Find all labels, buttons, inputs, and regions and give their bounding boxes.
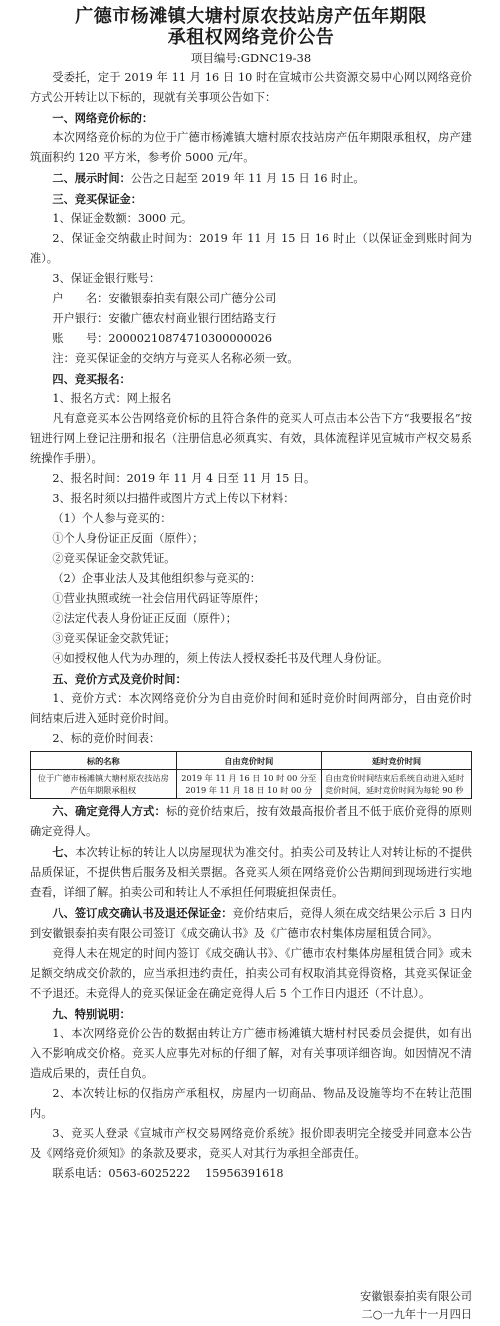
registration-method-body: 凡有意竞买本公告网络竞价标的且符合条件的竞买人可点击本公告下方“我要报名”按钮进行网上登记注册和报名（注册信息必须真实、有效，具体流程详见宣城市产权交易系统操作手册）。 (30, 412, 472, 465)
section-3-heading: 三、竞买保证金： (52, 192, 142, 206)
section-5-heading: 五、竞价方式及竞价时间： (52, 672, 187, 686)
intro-paragraph: 受委托，定于 2019 年 11 月 16 日 10 时在宣城市公共资源交易中心网以网络竞价方式公开转让以下标的，现就有关事项公告如下： (30, 71, 472, 104)
section-8-body-2: 竞得人未在规定的时间内签订《成交确认书》、《广德市农村集体房屋租赁合同》或未足额交纳成交价款的，应当承担违约责任，拍卖公司有权取消其竞得资格，其竞买保证金不予退还。未竞得人的竞买保证金在确定竞得人后 5 个工作日内退还（不计息）。 (30, 947, 472, 1000)
enterprise-item-4: ④如授权他人代为办理的，须上传法人授权委托书及代理人身份证。 (52, 652, 389, 665)
section-6 (30, 801, 472, 842)
section-8-heading: 八、签订成交确认书及退还保证金： (52, 906, 233, 920)
section-7-heading: 七、 (52, 845, 76, 859)
project-number: 项目编号:GDNC19-38 (190, 51, 312, 65)
deposit-deadline: 2、保证金交纳截止时间为：2019 年 11 月 15 日 16 时止（以保证金到账时间为准）。 (30, 232, 472, 265)
enterprise-heading: （2）企事业法人及其他组织参与竞买的： (52, 572, 261, 585)
table-row (31, 770, 472, 799)
title-line-1: 广德市杨滩镇大塘村原农技站房产伍年期限 (75, 6, 427, 27)
section-1-body: 本次网络竞价标的为位于广德市杨滩镇大塘村原农技站房产伍年期限承租权，房产建筑面积约 120 平方米，参考价 5000 元/年。 (30, 131, 472, 164)
section-9-heading: 九、特别说明： (52, 1007, 131, 1021)
section-7 (30, 842, 472, 903)
account-bank: 开户银行：安徽广德农村商业银行团结路支行 (52, 312, 277, 325)
section-7-body: 本次转让标的转让人以房屋现状为准交付。拍卖公司及转让人对转让标的不提供品质保证，不提供售后服务及相关票据。各竞买人须在网络竞价公告期间到现场进行实地查看，详细了解。拍卖公司和转让人不承担任何瑕疵担保责任。 (30, 846, 472, 899)
signature-company: 安徽银泰拍卖有限公司 (360, 1290, 472, 1303)
table-header: 标的名称 (31, 752, 177, 770)
table-cell-item: 位于广德市杨滩镇大塘村原农技站房产伍年期限承租权 (31, 770, 177, 799)
deposit-note: 注：竞买保证金的交纳方与竞买人名称必须一致。 (52, 352, 299, 365)
upload-materials: 3、报名时须以扫描件或图片方式上传以下材料： (52, 492, 295, 505)
table-header: 自由竞价时间 (176, 752, 322, 770)
table-header-row (31, 752, 472, 770)
enterprise-item-1: ①营业执照或统一社会信用代码证等原件； (52, 592, 265, 605)
enterprise-item-3: ③竞买保证金交款凭证； (52, 632, 176, 645)
special-note-1: 1、本次网络竞价公告的数据由转让方广德市杨滩镇大塘村村民委员会提供，如有出入不影响成交价格。竞买人应事先对标的仔细了解，对有关事项详细咨询。如因情况不清造成后果的，责任自负。 (30, 1027, 472, 1080)
deposit-amount: 1、保证金数额：3000 元。 (52, 212, 193, 225)
registration-method: 1、报名方式：网上报名 (52, 392, 172, 405)
section-4-heading: 四、竞买报名： (52, 372, 131, 386)
section-2 (30, 168, 472, 189)
section-8 (30, 903, 472, 944)
signature-date: 二○一九年十一月四日 (361, 1308, 472, 1321)
account-number: 账 号：20000210874710300000026 (52, 332, 273, 345)
table-cell-free-time: 2019 年 11 月 16 日 10 时 00 分至 2019 年 11 月 18 日 10 时 00 分 (176, 770, 322, 799)
enterprise-item-2: ②法定代表人身份证正反面（原件）； (52, 612, 237, 625)
individual-heading: （1）个人参与竞买的： (52, 512, 172, 525)
table-header: 延时竞价时间 (322, 752, 472, 770)
deposit-bank-title: 3、保证金银行账号： (52, 272, 161, 285)
section-2-body: 公告之日起至 2019 年 11 月 15 日 16 时止。 (130, 172, 365, 185)
section-6-heading: 六、确定竞得人方式： (52, 804, 166, 818)
registration-time: 2、报名时间：2019 年 11 月 4 日至 11 月 15 日。 (52, 472, 316, 485)
bidding-schedule-title: 2、标的竞价时间表： (52, 732, 161, 745)
section-1-heading: 一、网络竞价标的： (52, 111, 154, 125)
individual-item-1: ①个人身份证正反面（原件）； (52, 532, 204, 545)
section-2-heading: 二、展示时间： (52, 171, 131, 185)
table-cell-delay-time: 自由竞价时间结束后系统自动进入延时竞价时间，延时竞价时间为每轮 90 秒 (322, 770, 472, 799)
section-8-body: 竞价结束后，竞得人须在成交结果公示后 3 日内到安徽银泰拍卖有限公司签订《成交确认书》及《广德市农村集体房屋租赁合同》。 (30, 907, 472, 940)
contact-phone: 联系电话：0563-6025222 15956391618 (52, 1167, 284, 1180)
section-6-body: 标的竞价结束后，按有效最高报价者且不低于底价竞得的原则确定竞得人。 (30, 805, 472, 838)
special-note-2: 2、本次转让标的仅指房产承租权，房屋内一切商品、物品及设施等均不在转让范围内。 (30, 1087, 472, 1120)
bidding-method: 1、竞价方式：本次网络竞价分为自由竞价时间和延时竞价时间两部分，自由竞价时间结束后进入延时竞价时间。 (30, 692, 472, 725)
title-line-2: 承租权网络竞价公告 (167, 27, 335, 48)
account-name: 户 名：安徽银泰拍卖有限公司广德分公司 (52, 292, 277, 305)
bidding-schedule-table (30, 751, 472, 799)
individual-item-2: ②竞买保证金交款凭证。 (52, 552, 176, 565)
special-note-3: 3、竞买人登录《宣城市产权交易网络竞价系统》报价即表明完全接受并同意本公告及《网络竞价须知》的条款及要求，竞买人对其行为承担全部责任。 (30, 1127, 472, 1160)
